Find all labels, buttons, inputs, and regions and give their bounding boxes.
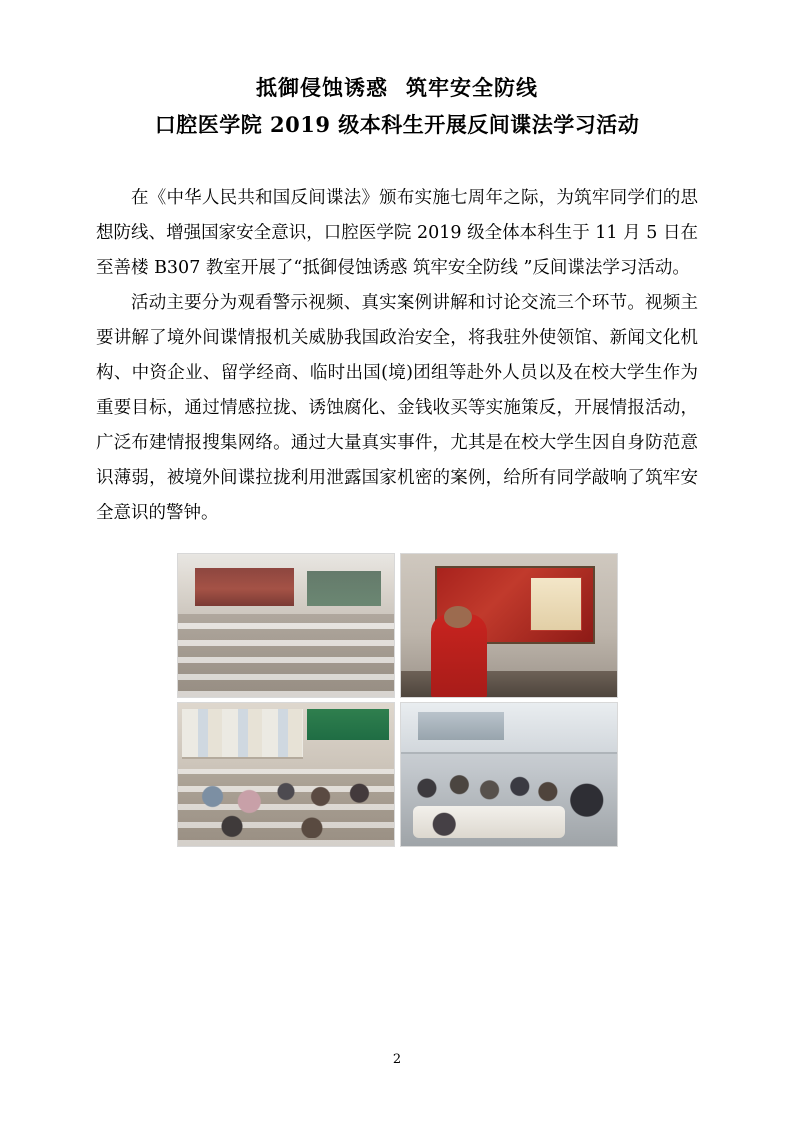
paragraph-2: 活动主要分为观看警示视频、真实案例讲解和讨论交流三个环节。视频主要讲解了境外间谍情报机关威胁我国政治安全，将我驻外使领馆、新闻文化机构、中资企业、留学经商、临时出国(境)团组等赴外人员以及在校大学生作为重要目标，通过情感拉拢、诱蚀腐化、金钱收买等实施策反，开展情报活动，广泛布建情报搜集网络。通过大量真实事件，尤其是在校大学生因自身防范意识薄弱，被境外间谍拉拢利用泄露国家机密的案例，给所有同学敲响了筑牢安全意识的警钟。: [96, 293, 698, 524]
photo-students-layer: [178, 755, 394, 838]
photo-row-1: [177, 553, 618, 698]
photo-students-layer: [178, 608, 394, 682]
photo-speaker-head-layer: [444, 606, 472, 629]
document-body: [96, 72, 698, 847]
page-title-line-1: [96, 72, 698, 105]
page-number: 2: [392, 1052, 402, 1067]
page-title-line-2: 口腔医学院 2019 级本科生开展反间谍法学习活动: [154, 111, 640, 137]
photo-row-2: [177, 702, 618, 847]
photo-discussion-room: [400, 702, 618, 847]
paragraph-1: 在《中华人民共和国反间谍法》颁布实施七周年之际，为筑牢同学们的思想防线、增强国家安全意识，口腔医学院 2019 级全体本科生于 11 月 5 日在至善楼 B307 教室开展了“抵御侵蚀诱惑 筑牢安全防线 ”反间谍法学习活动。: [96, 188, 698, 279]
photo-speaker-presentation: [400, 553, 618, 698]
photo-students-layer: [401, 752, 617, 838]
photo-classroom-overview: [177, 553, 395, 698]
photo-students-posters: [177, 702, 395, 847]
page-title: [96, 72, 698, 141]
photo-gallery: [96, 553, 698, 847]
page-title-part-1: 抵御侵蚀诱惑: [256, 75, 388, 100]
article-text: [96, 181, 698, 531]
page-title-part-2: 筑牢安全防线: [406, 75, 538, 100]
